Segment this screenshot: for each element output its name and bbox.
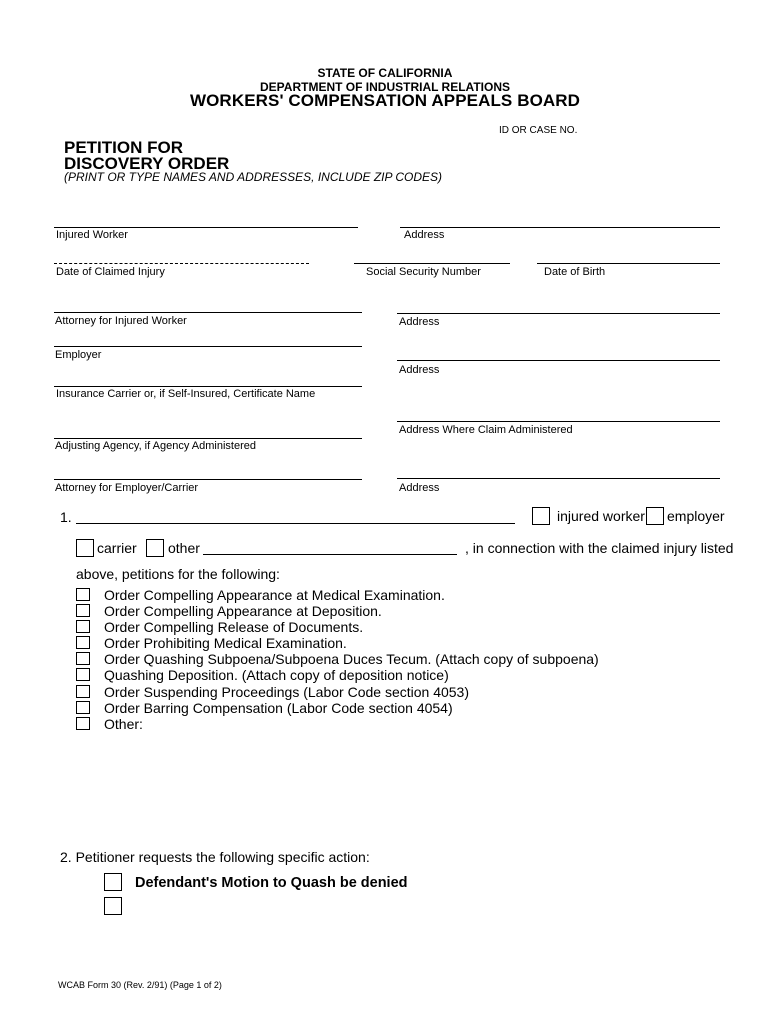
dob-label: Date of Birth xyxy=(544,266,606,278)
carrier-option-label: carrier xyxy=(97,540,137,556)
date-injury-line[interactable] xyxy=(54,263,309,264)
employer-checkbox[interactable] xyxy=(646,507,664,525)
adjusting-agency-label: Adjusting Agency, if Agency Administered xyxy=(55,440,256,452)
petition-text: above, petitions for the following: xyxy=(76,566,280,582)
header-department: DEPARTMENT OF INDUSTRIAL RELATIONS xyxy=(260,80,510,94)
action-checkbox-1[interactable] xyxy=(104,873,122,891)
option-checkbox-quash-deposition[interactable] xyxy=(76,668,90,681)
option-label: Order Suspending Proceedings (Labor Code section 4053) xyxy=(104,683,470,700)
address-line-1[interactable] xyxy=(400,227,720,228)
option-checkbox-suspend-proceedings[interactable] xyxy=(76,685,90,698)
case-number-label: ID OR CASE NO. xyxy=(499,125,578,136)
employer-option-label: employer xyxy=(667,508,725,524)
option-label: Order Barring Compensation (Labor Code section 4054) xyxy=(104,699,453,716)
option-label: Order Quashing Subpoena/Subpoena Duces Tecum. (Attach copy of subpoena) xyxy=(104,651,599,668)
date-injury-label: Date of Claimed Injury xyxy=(56,266,165,278)
form-title-line2: DISCOVERY ORDER xyxy=(64,154,230,173)
option-label: Other: xyxy=(104,715,143,732)
section2-heading: 2. Petitioner requests the following specific action: xyxy=(60,849,370,865)
address-label-3: Address xyxy=(399,364,440,376)
address-line-4[interactable] xyxy=(397,478,720,479)
connection-text: , in connection with the claimed injury listed xyxy=(465,540,734,556)
option-checkbox-other[interactable] xyxy=(76,717,90,730)
employer-label: Employer xyxy=(55,349,102,361)
option-checkbox-deposition[interactable] xyxy=(76,604,90,617)
attorney-employer-line[interactable] xyxy=(54,479,362,480)
form-footer: WCAB Form 30 (Rev. 2/91) (Page 1 of 2) xyxy=(58,980,222,990)
attorney-worker-line[interactable] xyxy=(54,312,362,313)
header-state: STATE OF CALIFORNIA xyxy=(317,66,453,80)
other-option-label: other xyxy=(168,540,200,556)
address-label-2: Address xyxy=(399,316,440,328)
other-checkbox[interactable] xyxy=(146,539,164,557)
address-claim-line[interactable] xyxy=(397,421,720,422)
action-checkbox-2[interactable] xyxy=(104,897,122,915)
option-label: Order Compelling Release of Documents. xyxy=(104,619,364,636)
address-line-2[interactable] xyxy=(397,313,720,314)
attorney-worker-label: Attorney for Injured Worker xyxy=(55,315,187,327)
other-specify-line[interactable] xyxy=(203,554,457,555)
adjusting-agency-line[interactable] xyxy=(54,438,362,439)
form-title-line1: PETITION FOR xyxy=(64,138,183,157)
carrier-checkbox[interactable] xyxy=(76,539,94,557)
option-checkbox-release-documents[interactable] xyxy=(76,620,90,633)
insurance-carrier-line[interactable] xyxy=(54,386,362,387)
insurance-carrier-label: Insurance Carrier or, if Self-Insured, Certificate Name xyxy=(56,388,316,400)
petitioner-name-line[interactable] xyxy=(76,523,515,524)
injured-worker-option-label: injured worker xyxy=(557,508,645,524)
ssn-label: Social Security Number xyxy=(366,266,481,278)
option-checkbox-medical-exam[interactable] xyxy=(76,588,90,601)
attorney-employer-label: Attorney for Employer/Carrier xyxy=(55,482,199,494)
option-checkbox-quash-subpoena[interactable] xyxy=(76,652,90,665)
dob-line[interactable] xyxy=(537,263,720,264)
header-board: WORKERS' COMPENSATION APPEALS BOARD xyxy=(189,91,581,110)
ssn-line[interactable] xyxy=(354,263,510,264)
option-label: Order Prohibiting Medical Examination. xyxy=(104,635,347,652)
option-label: Quashing Deposition. (Attach copy of deposition notice) xyxy=(104,667,449,684)
address-label-4: Address xyxy=(399,482,440,494)
injured-worker-line[interactable] xyxy=(54,227,358,228)
employer-line[interactable] xyxy=(54,346,362,347)
section1-number: 1. xyxy=(60,509,72,525)
injured-worker-checkbox[interactable] xyxy=(532,507,550,525)
address-claim-label: Address Where Claim Administered xyxy=(399,424,573,436)
option-label: Order Compelling Appearance at Deposition. xyxy=(104,603,382,620)
option-checkbox-bar-compensation[interactable] xyxy=(76,701,90,714)
address-label-1: Address xyxy=(404,229,445,241)
address-line-3[interactable] xyxy=(397,360,720,361)
injured-worker-label: Injured Worker xyxy=(56,229,128,241)
form-instructions: (PRINT OR TYPE NAMES AND ADDRESSES, INCLUDE ZIP CODES) xyxy=(64,170,443,184)
order-checkbox-list xyxy=(76,588,90,733)
option-checkbox-prohibit-exam[interactable] xyxy=(76,636,90,649)
action-label-1: Defendant's Motion to Quash be denied xyxy=(135,875,408,891)
option-label: Order Compelling Appearance at Medical Examination. xyxy=(104,587,445,603)
order-option-list xyxy=(104,587,599,732)
